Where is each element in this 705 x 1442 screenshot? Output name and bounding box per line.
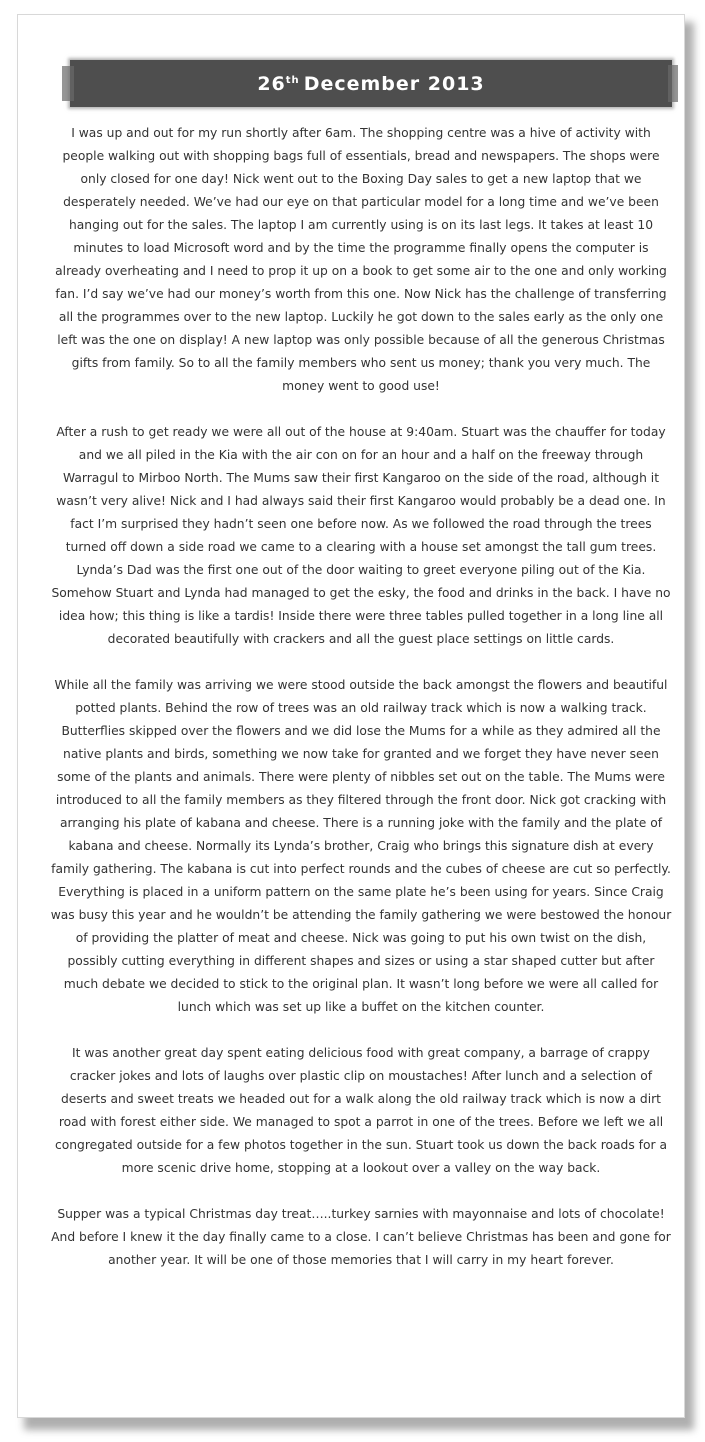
paragraph-3: While all the family was arriving we were stood outside the back amongst the flowers and beautiful potted plants. Behind the row of trees was an old railway track which is now a walking track. Butterflies skipped over the flowers and we did lose the Mums for a while as they admired all the native plants and birds, something we now take for granted and we forget they have never seen some of the plants and animals. There were plenty of nibbles set out on the table. The Mums were introduced to all the family members as they filtered through the front door. Nick got cracking with arranging his plate of kabana and cheese. There is a running joke with the family and the plate of kabana and cheese. Normally its Lynda’s brother, Craig who brings this signature dish at every family gathering. The kabana is cut into perfect rounds and the cubes of cheese are cut so perfectly. Everything is placed in a uniform pattern on the same plate he’s been using for years. Since Craig was busy this year and he wouldn’t be attending the family gathering we were bestowed the honour of providing the platter of meat and cheese. Nick was going to put his own twist on the dish, possibly cutting everything in different shapes and sizes or using a star shaped cutter but after much debate we decided to stick to the original plan. It wasn’t long before we were all called for lunch which was set up like a buffet on the kitchen counter. [50,678,672,1014]
date-suffix: th [285,75,300,86]
date-month-year: December 2013 [303,72,485,95]
date-banner [70,60,672,107]
paragraph-4: It was another great day spent eating delicious food with great company, a barrage of crappy cracker jokes and lots of laughs over plastic clip on moustaches! After lunch and a selection of deserts and sweet treats we headed out for a walk along the old railway track which is now a dirt road with forest either side. We managed to spot a parrot in one of the trees. Before we left we all congregated outside for a few photos together in the sun. Stuart took us down the back roads for a more scenic drive home, stopping at a lookout over a valley on the way back. [54,1046,668,1175]
journal-body [50,122,672,1295]
date-heading [70,60,672,107]
paragraph-2: After a rush to get ready we were all out of the house at 9:40am. Stuart was the chauffer for today and we all piled in the Kia with the air con on for an hour and a half on the freeway through Warragul to Mirboo North. The Mums saw their first Kangaroo on the side of the road, although it wasn’t very alive! Nick and I had always said their first Kangaroo would probably be a dead one. In fact I’m surprised they hadn’t seen one before now. As we followed the road through the trees turned off down a side road we came to a clearing with a house set amongst the tall gum trees. Lynda’s Dad was the first one out of the door waiting to greet everyone piling out of the Kia. Somehow Stuart and Lynda had managed to get the esky, the food and drinks in the back. I have no idea how; this thing is like a tardis! Inside there were three tables pulled together in a long line all decorated beautifully with crackers and all the guest place settings on little cards. [51,425,671,646]
paragraph-5: Supper was a typical Christmas day treat…..turkey sarnies with mayonnaise and lots of chocolate! And before I knew it the day finally came to a close. I can’t believe Christmas has been and gone for another year. It will be one of those memories that I will carry in my heart forever. [51,1207,671,1267]
paragraph-1: I was up and out for my run shortly after 6am. The shopping centre was a hive of activity with people walking out with shopping bags full of essentials, bread and newspapers. The shops were only closed for one day! Nick went out to the Boxing Day sales to get a new laptop that we desperately needed. We’ve had our eye on that particular model for a long time and we’ve been hanging out for the sales. The laptop I am currently using is on its last legs. It takes at least 10 minutes to load Microsoft word and by the time the programme finally opens the computer is already overheating and I need to prop it up on a book to get some air to the one and only working fan. I’d say we’ve had our money’s worth from this one. Now Nick has the challenge of transferring all the programmes over to the new laptop. Luckily he got down to the sales early as the only one left was the one on display! A new laptop was only possible because of all the generous Christmas gifts from family. So to all the family members who sent us money; thank you very much. The money went to good use! [55,126,667,393]
date-day: 26 [257,72,286,95]
